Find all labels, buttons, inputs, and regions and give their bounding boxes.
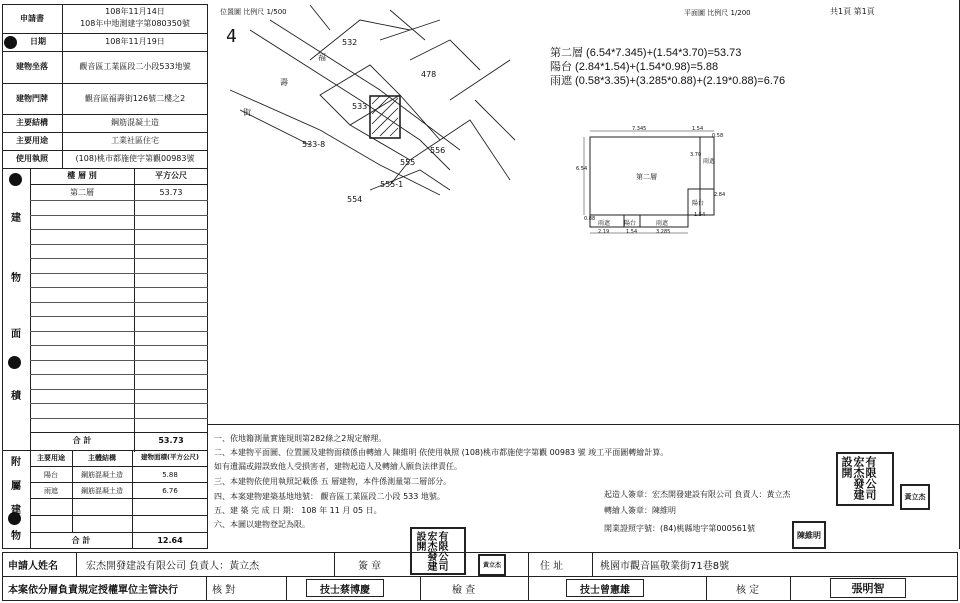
note-5: 五、建 築 完 成 日 期： 108 年 11 月 05 日。: [214, 506, 382, 515]
redaction-dot: [9, 173, 22, 186]
dim-284: 2.84: [714, 192, 726, 198]
dim-058: 0.58: [712, 133, 724, 139]
attach-total: 12.64: [157, 536, 183, 546]
table-row-line: [30, 345, 208, 346]
room-balcony-bottom: 陽台: [624, 220, 637, 227]
formula-balcony: 陽台 (2.84*1.54)+(1.54*0.98)=5.88: [550, 61, 719, 73]
location-label: 建物坐落: [16, 62, 48, 72]
dim-219: 2.19: [598, 229, 610, 235]
note-3: 三、本建物依使用執照記載係 五 層建物，本件係測量第二層部分。: [214, 477, 452, 486]
parcel-555-1: 555-1: [380, 180, 404, 189]
dim-654: 6.54: [576, 166, 588, 172]
table-row-line: [30, 200, 208, 201]
floor-col-header: 樓 層 別: [67, 171, 97, 181]
note-2: 二、本建物平面圖、位置圖及建物面積係由轉繪人 陳維明 依使用執照 (108)桃市都施使字第觀 00983 號 竣工平面圖轉繪計算。: [214, 448, 669, 457]
person-stamp: 黃立杰: [478, 554, 506, 576]
parcel-532: 532: [342, 38, 358, 47]
table-row-line: [30, 215, 208, 216]
formula-floor2: 第二層 (6.54*7.345)+(1.54*3.70)=53.73: [550, 47, 742, 59]
company-stamp: 有限公司宏杰發建設開: [836, 452, 894, 506]
parcel-478: 478: [421, 70, 437, 79]
north-arrow: 4: [226, 26, 237, 47]
parcel-533-8: 533-8: [302, 140, 326, 149]
parcel-533: 533: [352, 102, 368, 111]
table-row-line: [30, 331, 208, 332]
attach-row-use: 雨遮: [44, 486, 58, 495]
tech-stamp-1: 技士蔡博慶: [306, 579, 384, 597]
floor-side-char-4: 積: [11, 391, 21, 403]
door-label: 建物門牌: [16, 93, 48, 103]
attach-side-char-4: 物: [11, 531, 21, 543]
apply-number: 108年中地測建字第080350號: [80, 19, 190, 29]
floor-total: 53.73: [158, 436, 184, 446]
attach-row-area: 5.88: [162, 470, 178, 479]
parcel-554: 554: [347, 195, 363, 204]
dim-154-mid: 1.54: [694, 212, 706, 218]
approve-label: 核 定: [736, 585, 760, 596]
dim-370: 3.70: [690, 152, 702, 158]
apply-date: 108年11月14日: [105, 7, 165, 17]
attach-row-use: 陽台: [44, 470, 58, 479]
table-row-line: [30, 316, 208, 317]
structure-label: 主要結構: [16, 118, 48, 128]
dim-7345: 7.345: [632, 126, 647, 132]
redaction-dot: [8, 356, 21, 369]
measure-date: 108年11月19日: [105, 37, 165, 47]
street-fu: 福: [318, 53, 326, 62]
person-stamp: 黃立杰: [900, 484, 930, 510]
site-plan-drawing: [210, 0, 540, 220]
structure: 鋼筋混凝土造: [111, 118, 159, 128]
floor-total-label: 合 計: [72, 436, 92, 446]
measure-date-label: 日期: [30, 37, 46, 47]
parcel-556: 556: [430, 146, 446, 155]
applicant-label: 申請人姓名: [8, 561, 58, 572]
duty-label: 本案依分層負責規定授權單位主管決行: [8, 585, 178, 596]
door-address: 觀音區福壽街126號二樓之2: [84, 93, 186, 103]
table-row-line: [30, 258, 208, 259]
attach-side-char-2: 屬: [11, 481, 21, 493]
dim-3285: 3.285: [656, 229, 671, 235]
company-stamp: 有限公司宏杰發建設開: [410, 527, 466, 575]
note-4: 四、本案建物建築基地地號： 觀音區工業區段二小段 533 地號。: [214, 492, 445, 501]
attach-row-struct: 鋼筋混凝土造: [81, 486, 123, 495]
tech-stamp-2: 技士曾憲雄: [566, 579, 644, 597]
table-row-line: [30, 287, 208, 288]
drawer-signature: 轉繪人簽章：陳維明: [604, 506, 676, 515]
room-canopy-right: 雨遮: [703, 158, 716, 165]
inspect-label: 檢 查: [452, 585, 476, 596]
area-col-header: 平方公尺: [155, 171, 187, 181]
room-canopy-bottom: 雨遮: [656, 220, 669, 227]
dim-154-bottom: 1.54: [626, 229, 638, 235]
table-row-line: [30, 244, 208, 245]
street-shou: 壽: [280, 78, 288, 87]
license-number: 開業證照字號：(84)桃縣地字第000561號: [604, 524, 755, 533]
floor-row-area: 53.73: [159, 188, 183, 198]
apply-date-label: 申請書: [20, 13, 44, 23]
room-floor2: 第二層: [636, 173, 657, 181]
attach-side-char-1: 附: [11, 457, 21, 469]
attach-area-header: 建物面積(平方公尺): [141, 453, 199, 462]
table-row-line: [30, 302, 208, 303]
attach-side-char-3: 建: [11, 505, 21, 517]
table-row-line: [30, 418, 208, 419]
use: 工業社區住宅: [111, 136, 159, 146]
dim-088: 0.88: [584, 216, 596, 222]
floor-side-char-1: 建: [11, 213, 21, 225]
street-jie: 街: [243, 108, 251, 117]
address-label: 住 址: [540, 561, 564, 572]
table-row-line: [30, 389, 208, 390]
builder-signature: 起造人簽章：宏杰開發建設有限公司 負責人：黃立杰: [604, 490, 791, 499]
page-count: 共1頁 第1頁: [830, 7, 875, 16]
attach-total-label: 合 計: [71, 536, 91, 546]
location: 觀音區工業區段二小段533地號: [79, 62, 191, 72]
floor-side-char-3: 面: [11, 329, 21, 341]
drawer-stamp: 陳維明: [792, 521, 826, 549]
floor-row-name: 第二層: [70, 188, 94, 198]
table-row-line: [30, 403, 208, 404]
attach-row-struct: 鋼筋混凝土造: [81, 470, 123, 479]
tech-stamp-3: 張明智: [830, 578, 906, 598]
table-row-line: [30, 229, 208, 230]
table-row-line: [30, 360, 208, 361]
permit-label: 使用執照: [16, 154, 48, 164]
attach-use-header: 主要用途: [37, 453, 65, 462]
note-1: 一、依地籍測量實施規則第282條之2規定辦理。: [214, 434, 387, 443]
address: 桃園市觀音區敬業街71巷8號: [600, 561, 730, 572]
check-label: 核 對: [212, 585, 236, 596]
note-2b: 如有遺漏或錯誤致他人受損害者，建物起造人及轉繪人願負法律責任。: [214, 462, 462, 471]
table-row-line: [30, 273, 208, 274]
use-label: 主要用途: [16, 136, 48, 146]
room-balcony: 陽台: [692, 200, 705, 207]
attach-row-area: 6.76: [162, 486, 178, 495]
floor-plan-title: 平面圖 比例尺 1/200: [684, 9, 751, 17]
attach-struct-header: 主體結構: [88, 453, 116, 462]
seal-label: 簽 章: [358, 561, 382, 572]
site-plan-title: 位置圖 比例尺 1/500: [220, 8, 287, 16]
applicant-name: 宏杰開發建設有限公司 負責人：黃立杰: [86, 561, 260, 572]
floor-side-char-2: 物: [11, 273, 21, 285]
permit: (108)桃市都施使字第觀00983號: [75, 154, 195, 164]
table-row-line: [30, 374, 208, 375]
formula-canopy: 雨遮 (0.58*3.35)+(3.285*0.88)+(2.19*0.88)=6.76: [550, 75, 786, 87]
note-6: 六、本圖以建物登記為限。: [214, 520, 310, 529]
dim-154-top: 1.54: [692, 126, 704, 132]
room-canopy-left: 雨遮: [598, 220, 611, 227]
parcel-555: 555: [400, 158, 416, 167]
